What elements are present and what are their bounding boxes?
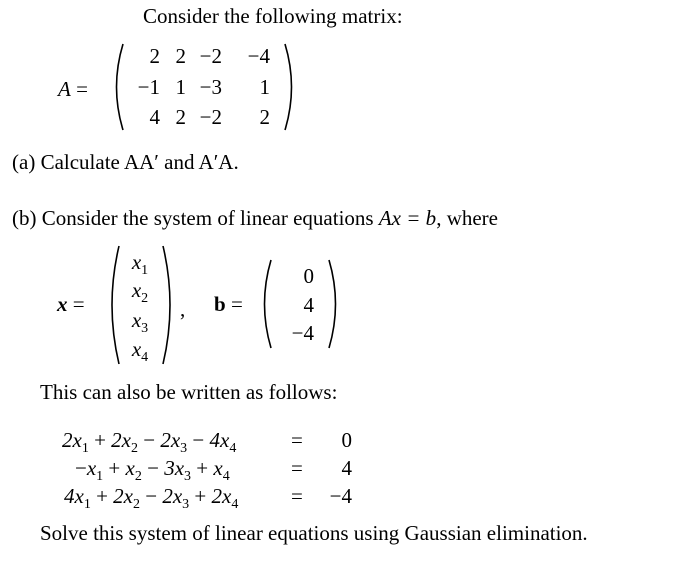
a14: −4 [247,44,270,68]
matrix-A [124,44,284,130]
vector-x [120,250,164,366]
a13: −2 [199,44,222,68]
also-text: This can also be written as follows: [40,380,338,404]
part-a-text: Calculate AA′ and A′A. [40,150,239,174]
rhs-2: 4 [341,456,352,480]
b3: −4 [291,321,314,345]
matrix-label: A = [58,77,88,101]
x4: $x_4$ [131,337,149,365]
equation-1: $2x_1 + 2x_2 - 2x_3 - 4x_4$ [62,428,237,456]
vector-b-label: b = [214,292,243,316]
equals-2: = [291,456,303,480]
a32: 2 [175,105,186,129]
part-b-label: (b) [12,206,37,230]
left-paren-b [256,258,274,350]
b2: 4 [303,293,314,317]
part-a [12,150,239,175]
part-b-text: Consider the system of linear equations [41,206,374,230]
a22: 1 [175,75,186,99]
right-paren-b [326,258,344,350]
part-b-where: , where [436,206,498,230]
part-a-label: (a) [12,150,36,174]
a11: 2 [149,44,160,68]
right-paren-A [282,42,300,132]
rhs-1: 0 [341,428,352,452]
vector-b [274,264,324,350]
equals-3: = [291,484,303,508]
equals-1: = [291,428,303,452]
a24: 1 [259,75,270,99]
a33: −2 [199,105,222,129]
b1: 0 [303,264,314,288]
intro-text: Consider the following matrix: [143,4,403,28]
rhs-3: −4 [329,484,352,508]
equation-system [0,428,700,514]
a12: 2 [175,44,186,68]
x2: $x_2$ [131,278,149,306]
part-b [12,206,498,231]
equation-2: $-x_1 + x_2 - 3x_3 + x_4$ [75,456,230,484]
equation-3: $4x_1 + 2x_2 - 2x_3 + 2x_4$ [64,484,239,512]
x1: $x_1$ [131,250,149,278]
vector-x-label: x = [57,292,85,316]
comma: , [180,297,186,321]
x3: $x_3$ [131,308,149,336]
a23: −3 [199,75,222,99]
solve-text: Solve this system of linear equations using Gaussian elimination. [40,521,588,545]
a34: 2 [259,105,270,129]
part-b-equation: Ax = b [378,206,437,230]
a21: −1 [137,75,160,99]
a31: 4 [149,105,160,129]
